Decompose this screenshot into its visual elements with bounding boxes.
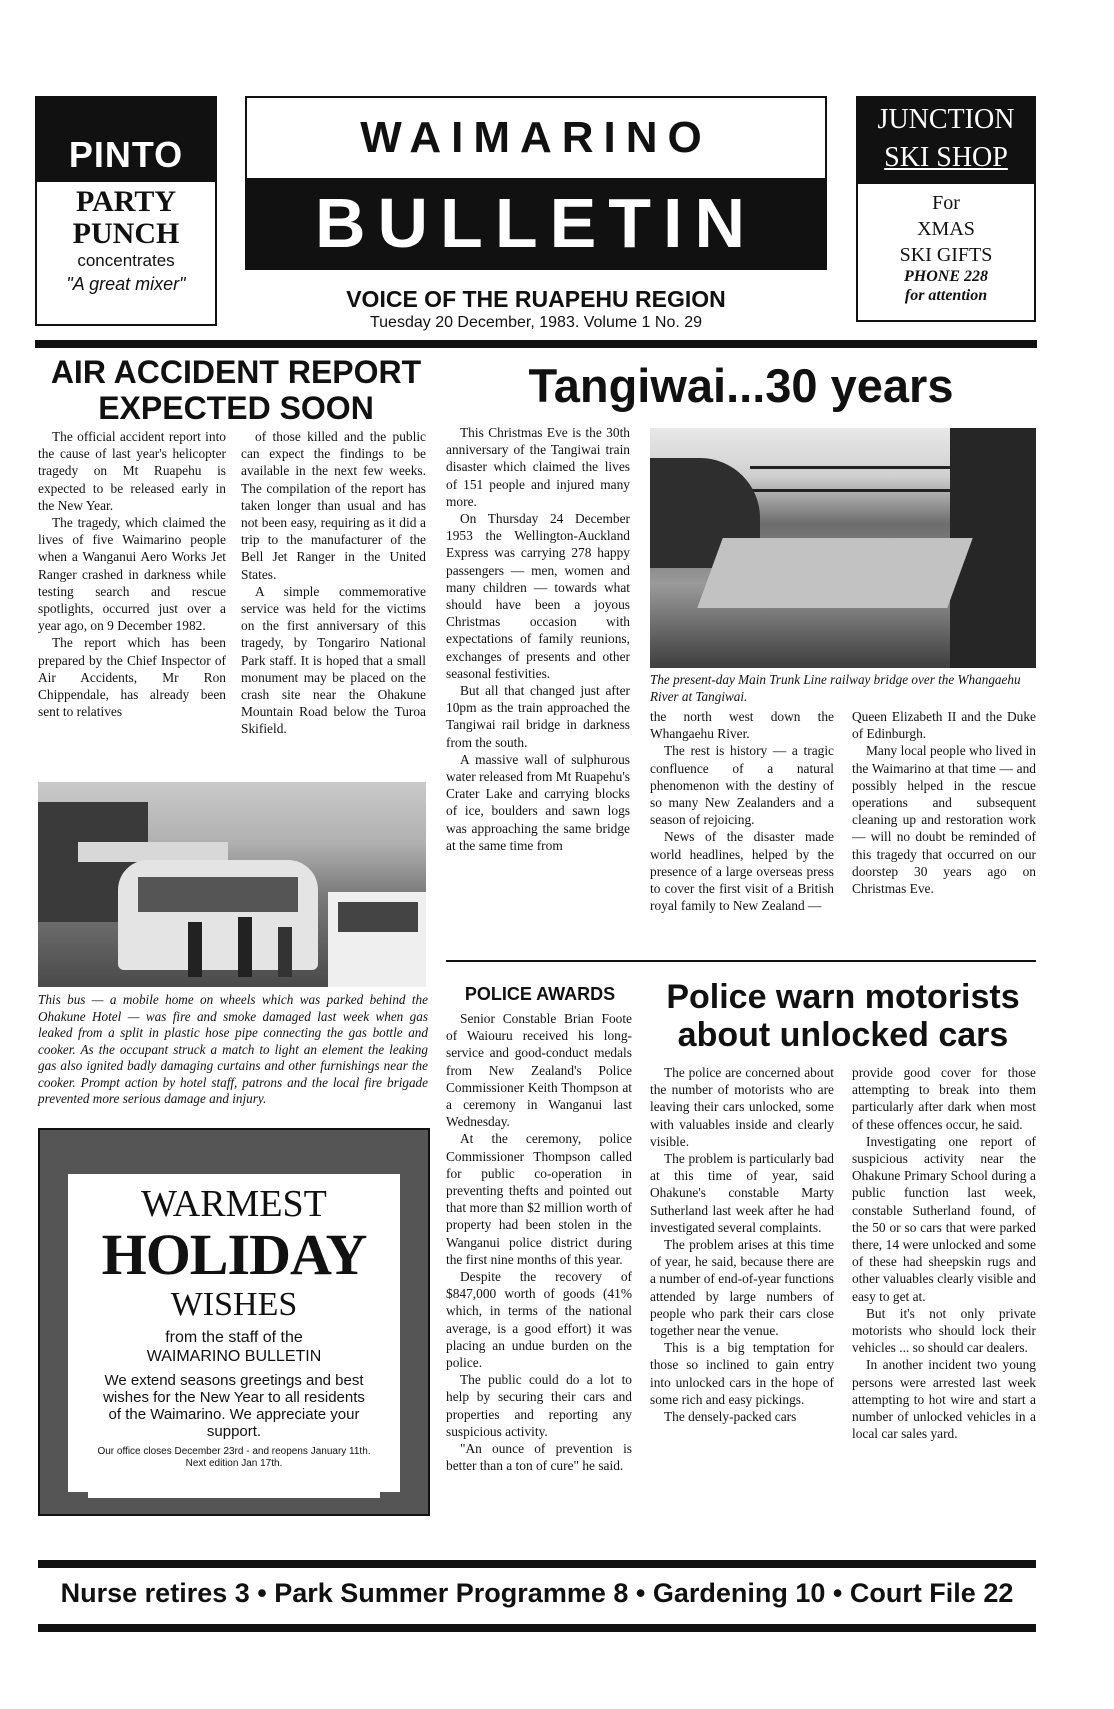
ski-gifts-line: SKI GIFTS: [899, 244, 993, 266]
tangiwai-para: Queen Elizabeth II and the Duke of Edinburgh.: [852, 709, 1036, 742]
tangiwai-col-1: [446, 424, 630, 854]
holiday-body: We extend seasons greetings and best wishes for the New Year to all residents of the Waimarino. We appreciate your support.: [103, 1372, 365, 1440]
junction-ski-ad: [856, 96, 1036, 322]
air-para: of those killed and the public can expect the findings to be available in the next few weeks. The compilation of the report has taken longer than usual and has not been easy, requiring as it did a trip to the manufacturer of the Bell Jet Ranger in the United States.: [241, 429, 426, 582]
police-para: Despite the recovery of $847,000 worth of goods (41% which, in terms of the national average, is a good effort) it was placing an undue burden on the police.: [446, 1269, 632, 1371]
tagline: VOICE OF THE RUAPEHU REGION: [346, 286, 726, 312]
tangiwai-caption: The present-day Main Trunk Line railway bridge over the Whangaehu River at Tangiwai.: [650, 672, 1021, 704]
footer-rule-top: [38, 1560, 1036, 1568]
motorists-para: But it's not only private motorists who should lock their vehicles ... so should car dealers.: [852, 1305, 1036, 1356]
attention-line: for attention: [904, 287, 988, 304]
pinto-line-mixer: "A great mixer": [66, 274, 186, 294]
police-awards-col: [446, 1010, 632, 1474]
motorists-para: In another incident two young persons were arrested last week attempting to hot wire and start a number of unlocked vehicles in a local car sales yard.: [852, 1357, 1036, 1442]
motorists-headline-1: Police warn motorists: [666, 978, 1020, 1016]
police-para: "An ounce of prevention is better than a ton of cure" he said.: [446, 1441, 632, 1474]
pinto-line-punch: PUNCH: [72, 217, 180, 250]
air-para: The report which has been prepared by the Chief Inspector of Air Accidents, Mr Ron Chippendale, has already been sent to relatives: [38, 635, 226, 720]
title-bulletin-bar: [247, 178, 825, 268]
title-bulletin: BULLETIN: [314, 184, 758, 262]
title-waimarino: WAIMARINO: [360, 113, 712, 162]
for-line: For: [932, 192, 960, 214]
holiday-warmest: WARMEST: [141, 1183, 327, 1225]
pinto-ad-banner: [37, 98, 215, 182]
police-awards-headline: POLICE AWARDS: [464, 984, 616, 1004]
phone-line: PHONE 228: [904, 268, 988, 285]
holiday-panel: [88, 1182, 380, 1498]
air-para: A simple commemorative service was held for the victims on the first anniversary of this tragedy, by Tongariro National Park staff. It is hoped that a small monument may be placed on the crash site near the Ohakune Mountain Road below the Turoa Skifield.: [241, 583, 426, 737]
tangiwai-col-2: [650, 708, 834, 914]
motorists-para: The police are concerned about the number of motorists who are leaving their cars unlocked, some with valuables inside and clearly visible.: [650, 1065, 834, 1149]
air-headline-2: EXPECTED SOON: [98, 390, 374, 426]
air-para: The tragedy, which claimed the lives of five Waimarino people when a Wanganui Aero Works Jet Ranger crashed in darkness while testing search and rescue spotlights, occurred just over a year ago, on 9 December 1982.: [38, 515, 226, 634]
tangiwai-para: This Christmas Eve is the 30th anniversary of the Tangiwai train disaster which claimed the lives of 151 people and injured many more.: [446, 425, 630, 509]
motorists-para: The problem arises at this time of year, he said, because there are a number of end-of-year functions attended by large numbers of people who park their cars close together near the venue.: [650, 1237, 834, 1339]
footer-rule-bottom: [38, 1624, 1036, 1632]
bus-photo: [38, 782, 426, 987]
pinto-brand: PINTO: [68, 134, 184, 175]
air-col-2: [241, 428, 426, 738]
pinto-line-party: PARTY: [75, 185, 177, 218]
tangiwai-headline: Tangiwai...30 years: [528, 359, 954, 412]
motorists-headline-2: about unlocked cars: [677, 1016, 1009, 1054]
motorists-para: The problem is particularly bad at this time of year, said Ohakune's constable Marty Sutherland last week after he had investigated several complaints.: [650, 1151, 834, 1235]
tangiwai-para: The rest is history — a tragic confluence of a natural phenomenon with the destiny of so many New Zealanders and a season of rejoicing.: [650, 743, 834, 828]
motorists-col-1: [650, 1064, 834, 1425]
holiday-from-2: WAIMARINO BULLETIN: [146, 1348, 322, 1365]
police-para: The public could do a lot to help by securing their cars and properties and reporting any suspicious activity.: [446, 1372, 632, 1439]
masthead-title-box: [245, 96, 827, 270]
junction-line: JUNCTION: [877, 104, 1015, 135]
tangiwai-col-3: [852, 708, 1036, 897]
tangiwai-rule: [446, 960, 1036, 962]
motorists-para: This is a big temptation for those so inclined to gain entry into unlocked cars in the hope of some rich and easy pickings.: [650, 1340, 834, 1407]
tangiwai-para: A massive wall of sulphurous water released from Mt Ruapehu's Crater Lake and carrying blocks of ice, boulders and sawn logs was approaching the same bridge at the same time from: [446, 751, 630, 853]
holiday-wishes: WISHES: [170, 1286, 298, 1323]
police-para: At the ceremony, police Commissioner Thompson called for public co-operation in preventing thefts and pointed out that more than $2 million worth of property had been stolen in the Wanganui police district during the first nine months of this year.: [446, 1131, 632, 1267]
tangiwai-para: But all that changed just after 10pm as the train approached the Tangiwai rail bridge in darkness from the south.: [446, 683, 630, 750]
holiday-note: Our office closes December 23rd - and reopens January 11th. Next edition Jan 17th.: [97, 1446, 371, 1469]
holiday-ad: [38, 1128, 430, 1516]
junction-ski-banner: [858, 98, 1034, 184]
tangiwai-para: On Thursday 24 December 1953 the Wellington-Auckland Express was carrying 278 happy passengers — men, women and many children — towards what should have been a joyous Christmas occasion with expectations of family reunions, exchanges of presents and other seasonal festivities.: [446, 511, 630, 681]
police-para: Senior Constable Brian Foote of Waiouru received his long-service and good-conduct medals from New Zealand's Police Commissioner Keith Thompson at a ceremony in Wanganui last Wednesday.: [446, 1011, 632, 1130]
holiday-holiday: HOLIDAY: [101, 1222, 367, 1287]
masthead-rule: [35, 340, 1037, 348]
motorists-col-2: [852, 1064, 1036, 1442]
footer-teaser: Nurse retires 3 • Park Summer Programme 8 • Gardening 10 • Court File 22: [60, 1578, 1014, 1608]
air-col-1: [38, 428, 226, 720]
pinto-line-concentrates: concentrates: [77, 251, 175, 270]
pinto-ad: [35, 96, 217, 326]
bus-caption: This bus — a mobile home on wheels which was parked behind the Ohakune Hotel — was fire and smoke damaged last week when gas leaked from a split in plastic hose pipe connecting the gas bottle and cooker. As the occupant struck a match to light an element the leaking gas also ignited badly damaging curtains and other furnishings near the cooker. Prompt action by hotel staff, patrons and the local fire brigade prevented more serious damage and injury.: [38, 992, 428, 1106]
motorists-para: provide good cover for those attempting to break into them particularly after dark when most of these offences occur, he said.: [852, 1065, 1036, 1132]
motorists-para: The densely-packed cars: [664, 1409, 797, 1425]
tangiwai-para: News of the disaster made world headlines, helped by the presence of a large overseas press to cover the first visit of a British royal family to New Zealand —: [650, 829, 834, 914]
xmas-line: XMAS: [917, 218, 975, 240]
holiday-from-1: from the staff of the: [165, 1329, 303, 1346]
tangiwai-para: Many local people who lived in the Waimarino at that time — and possibly helped in the rescue operations and subsequent cleaning up and restoration work — will no doubt be reminded of this tragedy that occurred on our doorstep 30 years ago on Christmas Eve.: [852, 743, 1036, 897]
motorists-para: Investigating one report of suspicious activity near the Ohakune Primary School during a public function last week, constable Sutherland found, of the 50 or so cars that were parked there, 14 were unlocked and some of these had sheepskin rugs and other valuables clearly visible and easy to get at.: [852, 1133, 1036, 1304]
tangiwai-bridge-photo: [650, 428, 1036, 668]
air-headline-1: AIR ACCIDENT REPORT: [50, 354, 422, 390]
air-para: The official accident report into the cause of last year's helicopter tragedy on Mt Ruapehu is expected to be released early in the New Year.: [38, 429, 226, 513]
dateline: Tuesday 20 December, 1983. Volume 1 No. 29: [369, 314, 703, 331]
tangiwai-para: the north west down the Whangaehu River.: [650, 709, 834, 742]
ski-shop-line: SKI SHOP: [884, 142, 1008, 173]
